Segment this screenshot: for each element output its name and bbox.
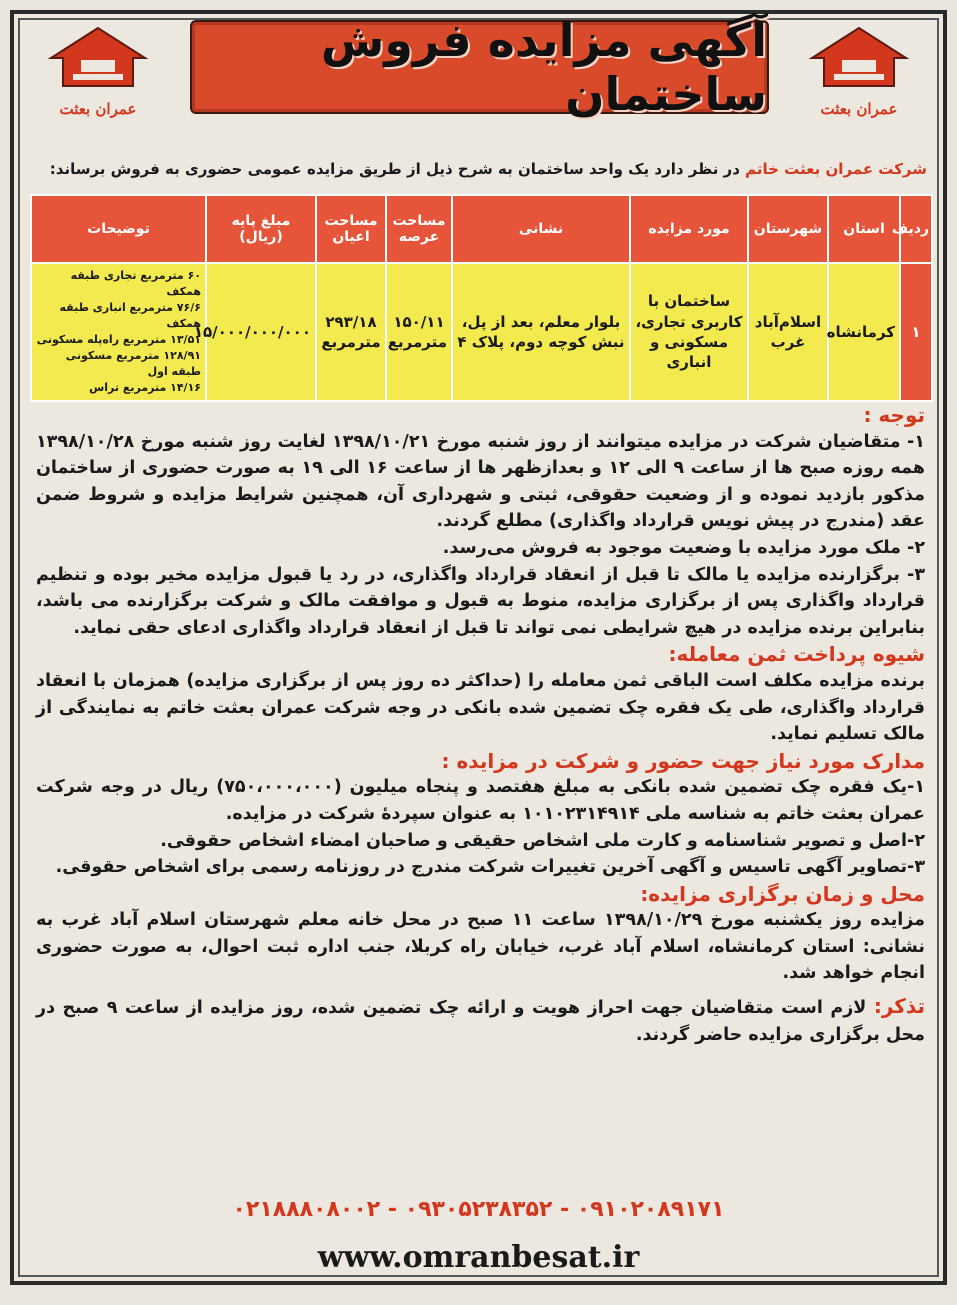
intro-text: در نظر دارد یک واحد ساختمان به شرح ذیل از طریق مزایده عمومی حضوری به فروش برساند: (49, 160, 746, 178)
reminder (36, 993, 925, 1048)
note-item-2: ۲- ملک مورد مزایده با وضعیت موجود به فروش می‌رسد. (442, 537, 925, 558)
website-url[interactable]: www.omranbesat.ir (317, 1240, 640, 1275)
logo-text: عمران بعثت (820, 100, 898, 118)
page-title: آگهی مزایده فروش ساختمان (320, 13, 767, 121)
cell-building-area: ۲۹۳/۱۸ مترمربع (316, 263, 386, 401)
title-banner (190, 13, 769, 121)
cell-address: بلوار معلم، بعد از پل، نبش کوچه دوم، پلاک ۴ (452, 263, 630, 401)
documents-item-3: ۳-تصاویر آگهی تاسیس و آگهی آخرین تغییرات شرکت مندرج در روزنامه رسمی برای اشخاص حقوقی. (55, 857, 925, 878)
company-logo-left (28, 24, 168, 134)
note-heading: توجه : (863, 403, 925, 427)
cell-province: کرمانشاه (828, 263, 900, 401)
note-item-3: ۳- برگزارنده مزایده یا مالک تا قبل از انعقاد قرارداد واگذاری، در رد یا قبول مزایده مخیر بوده و تنظیم قرارداد واگذاری پس از برگزاری مزایده، منوط به قبول و موافقت مالک و شرکت برگزارنده می باشد، بنابراین برنده مزایده در هیچ شرایطی نمی تواند تا قبل از انعقاد قرارداد واگذاری ادعای حقی نماید. (36, 564, 925, 638)
note-item-1: ۱- متقاضیان شرکت در مزایده میتوانند از روز شنبه مورخ ۱۳۹۸/۱۰/۲۱ لغایت روز شنبه مورخ ۱۳۹۸/۱۰/۲۸ همه روزه صبح ها از ساعت ۹ الی ۱۲ و بعدازظهر ها از ساعت ۱۶ الی ۱۹ به صورت حضوری از ساختمان مذکور بازدید نموده و از وضعیت حقوقی، ثبتی و شهرداری آن، همچنین شرایط مزایده و شروط ضمن عقد (مندرج در پیش نویس قرارداد واگذاری) مطلع گردند. (36, 431, 925, 532)
payment-text: برنده مزایده مکلف است الباقی ثمن معامله را (حداکثر ده روز پس از برگزاری مزایده) همزمان با انعقاد قرارداد واگذاری، طی یک فقره چک تضمین شده بانکی در وجه شرکت عمران بعثت خاتم به نمایندگی از مالک تسلیم نماید. (36, 670, 925, 745)
documents-heading: مدارک مورد نیاز جهت حضور و شرکت در مزایده : (441, 748, 925, 773)
house-logo-icon (43, 24, 153, 94)
venue-heading: محل و زمان برگزاری مزایده: (640, 881, 925, 906)
doc1-amount: هفتصد و پنجاه میلیون (۷۵۰،۰۰۰،۰۰۰) ریال (169, 777, 546, 798)
col-header-building-area: مساحت اعیان (316, 195, 386, 263)
doc1-part-b: در وجه (92, 777, 170, 798)
doc1-part-d: به عنوان سپردهٔ شرکت در مزایده. (225, 803, 523, 824)
col-header-province: استان (828, 195, 900, 263)
col-header-address: نشانی (452, 195, 630, 263)
doc1-national-id: ۱۰۱۰۲۳۱۴۹۱۴ (522, 803, 640, 824)
payment-heading: شیوه پرداخت ثمن معامله: (668, 642, 925, 667)
auction-notice (10, 10, 947, 1285)
col-header-subject: مورد مزایده (630, 195, 748, 263)
cell-index: ۱ (900, 263, 932, 401)
company-logo-right (789, 24, 929, 134)
table-header-row (31, 195, 932, 263)
notice-body (36, 402, 925, 1048)
table-row (31, 263, 932, 401)
col-header-city: شهرستان (748, 195, 828, 263)
col-header-base-price: مبلغ پایه (ریال) (206, 195, 316, 263)
intro-company: شرکت عمران بعثت خاتم (745, 160, 927, 178)
note-line: ۱۳/۵۱ مترمربع راه‌پله مسکونی (36, 332, 201, 346)
auction-table (30, 194, 933, 402)
note-line: ۶۰ مترمربع تجاری طبقه همکف (70, 269, 201, 298)
logo-text: عمران بعثت (59, 100, 137, 118)
reminder-text: لازم است متقاضیان جهت احراز هویت و ارائه چک تضمین شده، روز مزایده از ساعت ۹ صبح در محل برگزاری مزایده حاضر گردند. (36, 998, 925, 1045)
col-header-index: ردیف (900, 195, 932, 263)
cell-city: اسلام‌آباد غرب (748, 263, 828, 401)
note-line: ۷۶/۶ مترمربع انباری طبقه همکف (59, 300, 201, 330)
cell-notes (31, 263, 206, 401)
reminder-label: تذکر: (873, 994, 925, 1019)
doc1-company: شرکت عمران بعثت خاتم (36, 777, 925, 824)
house-logo-icon (804, 24, 914, 94)
cell-subject: ساختمان با کاربری تجاری، مسکونی و انباری (630, 263, 748, 401)
phone-numbers: ۰۲۱۸۸۸۰۸۰۰۲ - ۰۹۳۰۵۲۳۸۳۵۲ - ۰۹۱۰۲۰۸۹۱۷۱ (232, 1197, 725, 1222)
doc1-part-c: به شناسه ملی (639, 803, 776, 824)
intro-line (30, 160, 927, 178)
col-header-notes: توضیحات (31, 195, 206, 263)
cell-land-area: ۱۵۰/۱۱ مترمربع (386, 263, 452, 401)
venue-text: مزایده روز یکشنبه مورخ ۱۳۹۸/۱۰/۲۹ ساعت ۱۱ صبح در محل خانه معلم شهرستان اسلام آباد غرب به نشانی: استان کرمانشاه، اسلام آباد غرب، خیابان راه کربلا، جنب اداره ثبت احوال، به صورت حضوری انجام خواهد شد. (36, 910, 925, 984)
note-line: ۱۲۸/۹۱ مترمربع مسکونی طبقه اول (65, 348, 201, 378)
header (14, 13, 943, 178)
cell-base-price: ۱۵/۰۰۰/۰۰۰/۰۰۰ (206, 263, 316, 401)
doc1-part-a: ۱-یک فقره چک تضمین شده بانکی به مبلغ (545, 777, 925, 798)
col-header-land-area: مساحت عرصه (386, 195, 452, 263)
documents-item-1 (36, 774, 925, 827)
documents-item-2: ۲-اصل و تصویر شناسنامه و کارت ملی اشخاص حقیقی و صاحبان امضاء اشخاص حقوقی. (160, 830, 925, 851)
note-line: ۱۴/۱۶ مترمربع تراس (89, 380, 201, 394)
